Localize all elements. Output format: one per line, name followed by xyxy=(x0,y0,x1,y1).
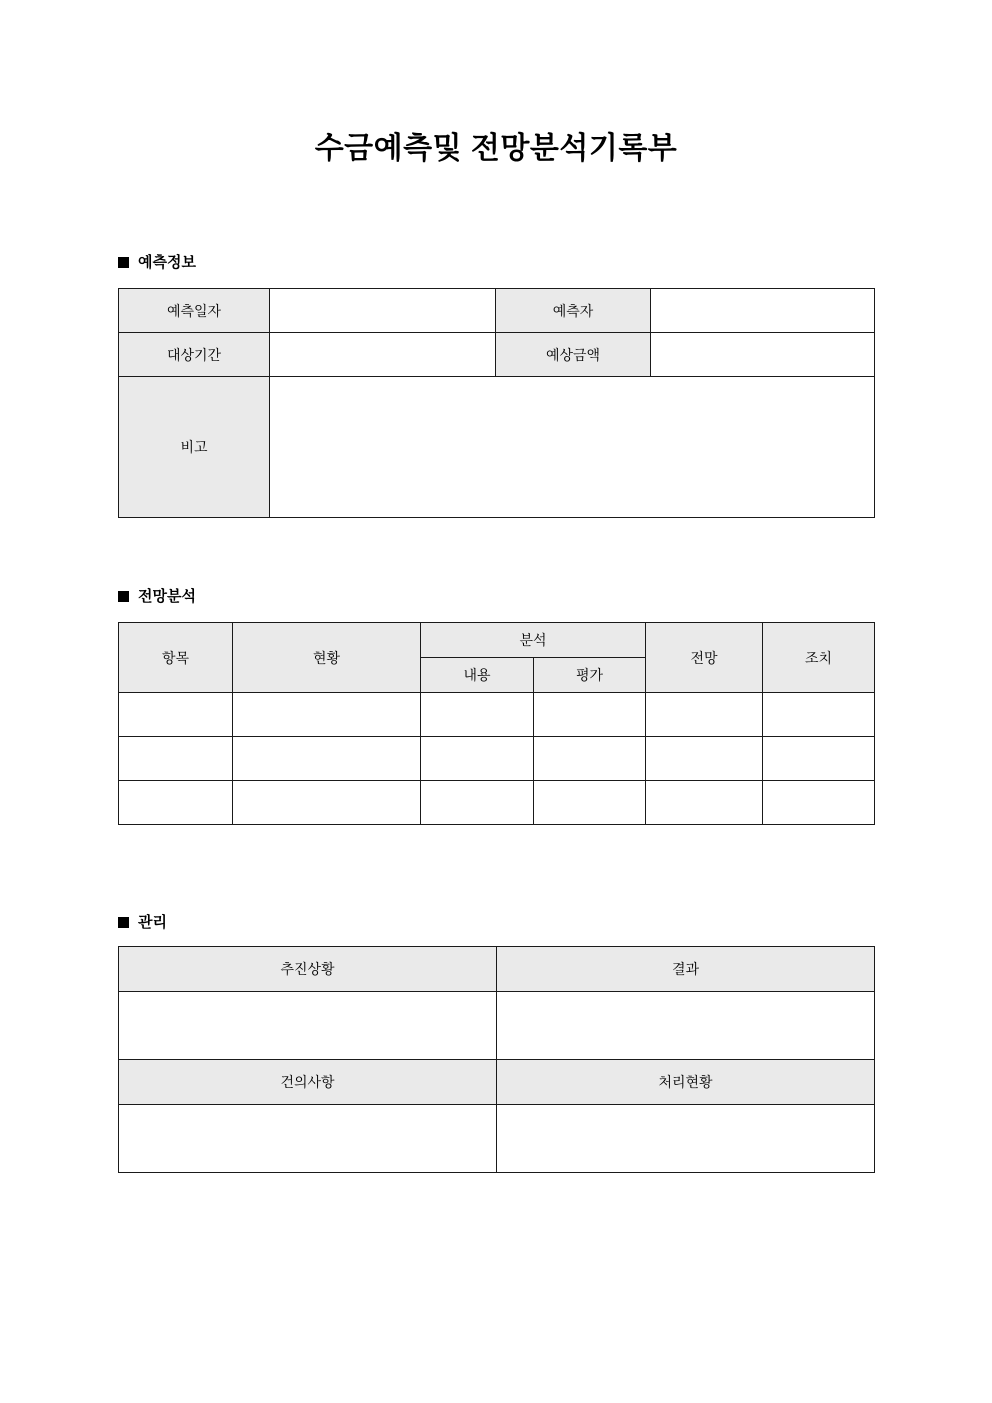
expected-amount-value[interactable] xyxy=(651,333,875,377)
table-row xyxy=(119,737,875,781)
cell-status[interactable] xyxy=(233,737,421,781)
column-header-result: 결과 xyxy=(497,947,875,992)
cell-item[interactable] xyxy=(119,693,233,737)
forecast-date-value[interactable] xyxy=(270,289,496,333)
column-header-item: 항목 xyxy=(119,623,233,693)
forecaster-label: 예측자 xyxy=(496,289,651,333)
section-heading-management xyxy=(118,915,167,930)
column-header-analysis-content: 내용 xyxy=(421,658,534,693)
cell-item[interactable] xyxy=(119,781,233,825)
cell-analysis-evaluation[interactable] xyxy=(534,781,646,825)
cell-status[interactable] xyxy=(233,781,421,825)
table-row xyxy=(119,1105,875,1173)
cell-analysis-content[interactable] xyxy=(421,693,534,737)
section-heading-label: 예측정보 xyxy=(138,254,196,271)
table-header-row xyxy=(119,623,875,658)
table-row xyxy=(119,289,875,333)
page-title: 수금예측및 전망분석기록부 xyxy=(314,132,678,165)
forecaster-value[interactable] xyxy=(651,289,875,333)
cell-action[interactable] xyxy=(763,737,875,781)
remarks-value[interactable] xyxy=(270,377,875,518)
section-heading-forecast-info xyxy=(118,255,196,270)
square-bullet-icon xyxy=(118,591,129,602)
column-header-progress-status: 추진상황 xyxy=(119,947,497,992)
column-header-outlook: 전망 xyxy=(646,623,763,693)
expected-amount-label: 예상금액 xyxy=(496,333,651,377)
table-header-row xyxy=(119,1060,875,1105)
management-table xyxy=(118,946,875,1173)
cell-action[interactable] xyxy=(763,781,875,825)
forecast-info-table xyxy=(118,288,875,518)
cell-analysis-content[interactable] xyxy=(421,781,534,825)
cell-item[interactable] xyxy=(119,737,233,781)
cell-outlook[interactable] xyxy=(646,693,763,737)
remarks-label: 비고 xyxy=(119,377,270,518)
cell-suggestion[interactable] xyxy=(119,1105,497,1173)
square-bullet-icon xyxy=(118,257,129,268)
column-header-analysis-evaluation: 평가 xyxy=(534,658,646,693)
table-row xyxy=(119,333,875,377)
forecast-date-label: 예측일자 xyxy=(119,289,270,333)
cell-analysis-evaluation[interactable] xyxy=(534,737,646,781)
cell-status[interactable] xyxy=(233,693,421,737)
table-row xyxy=(119,992,875,1060)
column-header-suggestion: 건의사항 xyxy=(119,1060,497,1105)
target-period-value[interactable] xyxy=(270,333,496,377)
section-heading-label: 전망분석 xyxy=(138,588,196,605)
cell-analysis-content[interactable] xyxy=(421,737,534,781)
table-header-row xyxy=(119,947,875,992)
column-header-status: 현황 xyxy=(233,623,421,693)
section-heading-outlook-analysis xyxy=(118,589,196,604)
cell-analysis-evaluation[interactable] xyxy=(534,693,646,737)
section-heading-label: 관리 xyxy=(138,914,167,931)
table-row xyxy=(119,781,875,825)
cell-outlook[interactable] xyxy=(646,737,763,781)
column-header-analysis: 분석 xyxy=(421,623,646,658)
cell-handling-status[interactable] xyxy=(497,1105,875,1173)
table-row xyxy=(119,693,875,737)
cell-progress-status[interactable] xyxy=(119,992,497,1060)
cell-action[interactable] xyxy=(763,693,875,737)
cell-outlook[interactable] xyxy=(646,781,763,825)
outlook-analysis-table xyxy=(118,622,875,825)
square-bullet-icon xyxy=(118,917,129,928)
table-row xyxy=(119,377,875,518)
column-header-action: 조치 xyxy=(763,623,875,693)
target-period-label: 대상기간 xyxy=(119,333,270,377)
column-header-handling-status: 처리현황 xyxy=(497,1060,875,1105)
cell-result[interactable] xyxy=(497,992,875,1060)
